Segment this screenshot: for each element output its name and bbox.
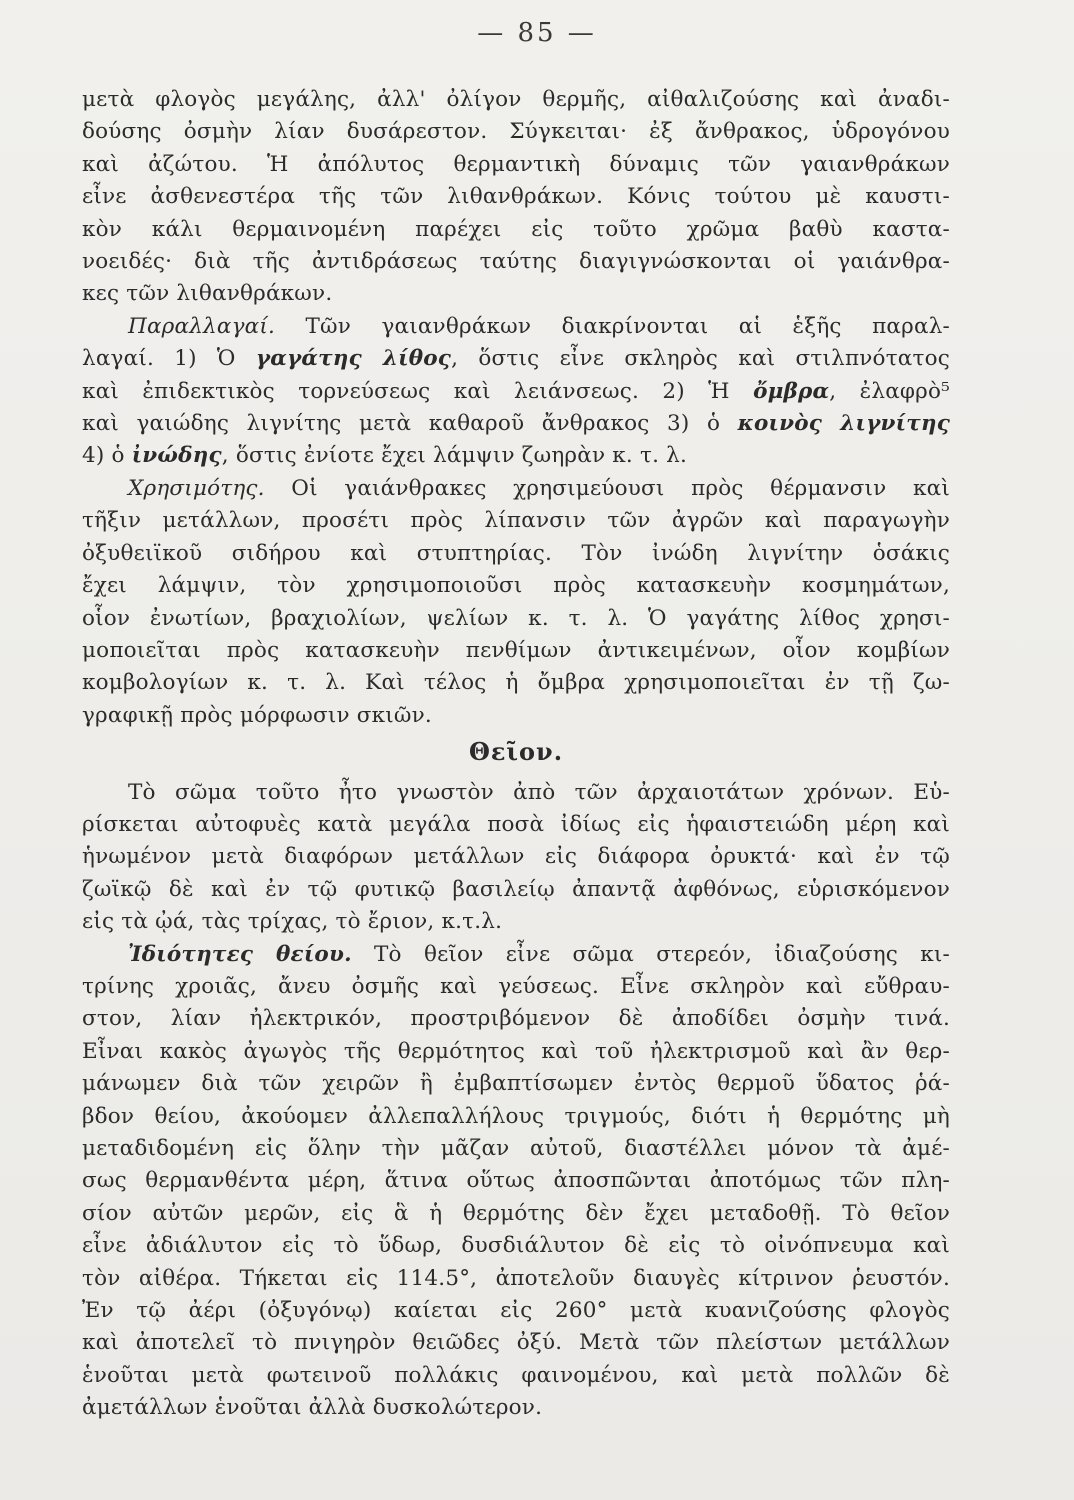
- paragraph-line: Εἶναι κακὸς ἀγωγὸς τῆς θερμότητος καὶ τοῦ ἠλεκτρισμοῦ καὶ ἂν θερ-: [82, 1038, 950, 1064]
- paragraph-line: [82, 473, 950, 505]
- paragraph-line: ὀξυθειϊκοῦ σιδήρου καὶ στυπτηρίας. Τὸν ἰνώδη λιγνίτην ὁσάκις: [82, 540, 950, 566]
- paragraph-line: μάνωμεν διὰ τῶν χειρῶν ἢ ἐμβαπτίσωμεν ἐντὸς θερμοῦ ὕδατος ῥά-: [82, 1071, 950, 1097]
- paragraph-line: σως θερμανθέντα μέρη, ἅτινα οὕτως ἀποσπῶνται ἀποτόμως τῶν πλη-: [82, 1168, 950, 1194]
- paragraph-line: ἔχει λάμψιν, τὸν χρησιμοποιοῦσι πρὸς κατασκευὴν κοσμημάτων,: [82, 573, 950, 599]
- paragraph-line: γραφικῇ πρὸς μόρφωσιν σκιῶν.: [82, 702, 432, 728]
- section-heading: Θεῖον.: [468, 737, 564, 767]
- paragraph-line: ρίσκεται αὐτοφυὲς κατὰ μεγάλα ποσὰ ἰδίως εἰς ἡφαιστειώδη μέρη καὶ: [82, 811, 950, 837]
- paragraph-line: νοειδές· διὰ τῆς ἀντιδράσεως ταύτης διαγιγνώσκονται οἱ γαιάνθρα-: [82, 249, 950, 275]
- paragraph-line: εἶνε ἀσθενεστέρα τῆς τῶν λιθανθράκων. Κόνις τούτου μὲ καυστι-: [82, 184, 950, 210]
- paragraph-line: μετὰ φλογὸς μεγάλης, ἀλλ' ὀλίγον θερμῆς, αἰθαλιζούσης καὶ ἀναδι-: [82, 87, 950, 112]
- inline-text: Τῶν γαιανθράκων διακρίνονται αἱ ἑξῆς παραλ-: [275, 313, 950, 339]
- paragraph-line: βδον θείου, ἀκούομεν ἀλλεπαλλήλους τριγμούς, διότι ἡ θερμότης μὴ: [82, 1103, 950, 1129]
- paragraph-line: [82, 343, 950, 375]
- paragraph-line: ἑνοῦται μετὰ φωτεινοῦ πολλάκις φαινομένου, καὶ μετὰ πολλῶν δὲ: [82, 1362, 950, 1388]
- inline-text: , ὅστις εἶνε σκληρὸς καὶ στιλπνότατος: [451, 346, 950, 372]
- section-label-properties: Ἰδιότητες θείου.: [128, 941, 352, 967]
- paragraph-line: καὶ ἀζώτου. Ἡ ἀπόλυτος θερμαντικὴ δύναμις τῶν γαιανθράκων: [82, 151, 950, 177]
- inline-text: 4) ὁ: [82, 443, 132, 469]
- inline-text: Οἱ γαιάνθρακες χρησιμεύουσι πρὸς θέρμανσιν καὶ: [264, 475, 950, 501]
- inline-text: , ὅστις ἐνίοτε ἔχει λάμψιν ζωηρὰν κ. τ. λ.: [221, 443, 688, 469]
- paragraph-line: κὸν κάλι θερμαινομένη παρέχει εἰς τοῦτο χρῶμα βαθὺ καστα-: [82, 216, 950, 242]
- paragraph-line: κομβολογίων κ. τ. λ. Καὶ τέλος ἡ ὄμβρα χρησιμοποιεῖται ἐν τῇ ζω-: [82, 670, 950, 696]
- inline-text: Τὸ θεῖον εἶνε σῶμα στερεόν, ἰδιαζούσης κι-: [351, 941, 950, 967]
- paragraph-line: [82, 440, 950, 472]
- paragraph-line: οἷον ἐνωτίων, βραχιολίων, ψελίων κ. τ. λ. Ὁ γαγάτης λίθος χρησι-: [82, 605, 950, 631]
- paragraph-line: τῆξιν μετάλλων, προσέτι πρὸς λίπανσιν τῶν ἀγρῶν καὶ παραγωγὴν: [82, 508, 950, 534]
- paragraph-line: [82, 408, 950, 440]
- inline-text: λαγαί. 1) Ὁ: [82, 346, 256, 372]
- inline-text: καὶ ἐπιδεκτικὸς τορνεύσεως καὶ λειάνσεως. 2) Ἡ: [82, 378, 754, 404]
- paragraph-line: [82, 939, 950, 971]
- paragraph-line: σίον αὐτῶν μερῶν, εἰς ἃ ἡ θερμότης δὲν ἔχει μεταδοθῇ. Τὸ θεῖον: [82, 1200, 950, 1226]
- paragraph-line: δούσης ὀσμὴν λίαν δυσάρεστον. Σύγκειται· ἐξ ἄνθρακος, ὑδρογόνου: [82, 119, 950, 145]
- paragraph-line: τρίνης χροιᾶς, ἄνευ ὀσμῆς καὶ γεύσεως. Εἶνε σκληρὸν καὶ εὔθραυ-: [82, 973, 950, 999]
- paragraph-line: εἶνε ἀδιάλυτον εἰς τὸ ὕδωρ, δυσδιάλυτον δὲ εἰς τὸ οἰνόπνευμα καὶ: [82, 1233, 950, 1259]
- text-body: [82, 84, 950, 1425]
- term-umber: ὄμβρα: [753, 378, 830, 404]
- paragraph-line: ἀμετάλλων ἑνοῦται ἀλλὰ δυσκολώτερον.: [82, 1395, 543, 1421]
- inline-text: καὶ γαιώδης λιγνίτης μετὰ καθαροῦ ἄνθρακος 3) ὁ: [82, 411, 738, 437]
- paragraph-line: Ἐν τῷ ἀέρι (ὀξυγόνῳ) καίεται εἰς 260° μετὰ κυανιζούσης φλογὸς: [82, 1298, 950, 1324]
- paragraph-line: μεταδιδομένη εἰς ὅλην τὴν μᾶζαν αὐτοῦ, διαστέλλει μόνον τὰ ἀμέ-: [82, 1136, 950, 1161]
- paragraph-line: μοποιεῖται πρὸς κατασκευὴν πενθίμων ἀντικειμένων, οἷον κομβίων: [82, 637, 950, 663]
- term-fibrous: ἰνώδης: [131, 443, 222, 469]
- paragraph-line: [82, 311, 950, 343]
- inline-text: , ἐλαφρὸ⁵: [829, 378, 950, 404]
- section-label-variations: Παραλλαγαί.: [128, 313, 276, 339]
- paragraph-line: εἰς τὰ ᾠά, τὰς τρίχας, τὸ ἔριον, κ.τ.λ.: [82, 909, 503, 935]
- term-common-lignite: κοινὸς λιγνίτης: [737, 411, 950, 437]
- paragraph-line: ἡνωμένον μετὰ διαφόρων μετάλλων εἰς διάφορα ὀρυκτά· καὶ ἐν τῷ: [82, 844, 950, 870]
- paragraph-line: [82, 376, 950, 408]
- paragraph-line: τὸν αἰθέρα. Τήκεται εἰς 114.5°, ἀποτελοῦν διαυγὲς κίτρινον ῥευστόν.: [82, 1265, 950, 1291]
- page-number: — 85 —: [477, 18, 597, 48]
- term-jet: γαγάτης λίθος: [255, 346, 452, 372]
- paragraph-line: καὶ ἀποτελεῖ τὸ πνιγηρὸν θειῶδες ὀξύ. Μετὰ τῶν πλείστων μετάλλων: [82, 1330, 950, 1356]
- section-label-usefulness: Χρησιμότης.: [128, 475, 265, 501]
- paragraph-line: κες τῶν λιθανθράκων.: [82, 281, 333, 307]
- paragraph-line: Τὸ σῶμα τοῦτο ἦτο γνωστὸν ἀπὸ τῶν ἀρχαιοτάτων χρόνων. Εὑ-: [128, 779, 950, 805]
- paragraph-line: στον, λίαν ἠλεκτρικόν, προστριβόμενον δὲ ἀποδίδει ὀσμὴν τινά.: [82, 1006, 950, 1032]
- paragraph-line: ζωϊκῷ δὲ καὶ ἐν τῷ φυτικῷ βασιλείῳ ἀπαντᾷ ἀφθόνως, εὑρισκόμενον: [82, 876, 950, 902]
